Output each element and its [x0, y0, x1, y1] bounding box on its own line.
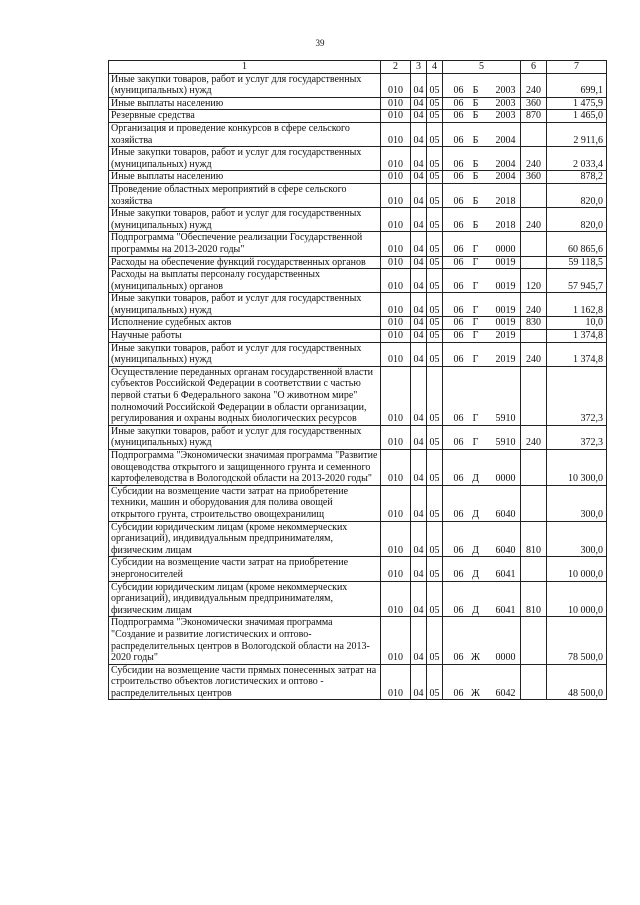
- row-code-ministry: 010: [381, 122, 411, 146]
- row-code-ministry: 010: [381, 557, 411, 581]
- row-code-subsection: 05: [427, 208, 443, 232]
- budget-table: [108, 60, 607, 700]
- row-code-target: [443, 256, 521, 269]
- row-code-expense-type: 240: [521, 425, 547, 449]
- page-number: 39: [315, 38, 325, 48]
- row-code-target-part: 0000: [495, 473, 516, 485]
- row-code-section: 04: [411, 97, 427, 110]
- row-code-subsection: 05: [427, 183, 443, 207]
- row-code-target-part: 06: [453, 330, 464, 342]
- row-code-target: [443, 557, 521, 581]
- row-code-ministry: 010: [381, 366, 411, 425]
- row-code-expense-type: [521, 183, 547, 207]
- header-col-4: 4: [427, 61, 443, 74]
- row-code-expense-type: 810: [521, 581, 547, 617]
- row-code-target: [443, 122, 521, 146]
- row-code-target: [443, 110, 521, 123]
- row-amount: 372,3: [547, 425, 607, 449]
- row-code-ministry: 010: [381, 147, 411, 171]
- row-amount: 10 000,0: [547, 581, 607, 617]
- row-amount: 820,0: [547, 183, 607, 207]
- table-row: [109, 664, 607, 700]
- row-code-target-part: Б: [472, 158, 479, 170]
- row-name: Иные выплаты населению: [109, 171, 381, 184]
- row-code-subsection: 05: [427, 269, 443, 293]
- row-name: Расходы на выплаты персоналу государственных (муниципальных) органов: [109, 269, 381, 293]
- header-row: [109, 61, 607, 74]
- row-code-section: 04: [411, 317, 427, 330]
- row-code-target-part: 06: [453, 134, 464, 146]
- row-name: Подпрограмма "Экономически значимая программа "Развитие овощеводства открытого и защищенного грунта и семенного картофелеводства в Вологодской области на 2013-2020 годы": [109, 450, 381, 486]
- row-code-target-part: Г: [472, 354, 479, 366]
- row-amount: 78 500,0: [547, 617, 607, 664]
- row-code-target-part: 2019: [495, 330, 516, 342]
- row-code-target: [443, 73, 521, 97]
- row-code-target-part: Г: [472, 330, 479, 342]
- row-code-expense-type: [521, 256, 547, 269]
- row-code-target-part: Б: [472, 85, 479, 97]
- row-code-section: 04: [411, 256, 427, 269]
- row-code-target-part: 06: [453, 304, 464, 316]
- row-name: Субсидии юридическим лицам (кроме некоммерческих организаций), индивидуальным предпринимателям, физическим лицам: [109, 581, 381, 617]
- row-code-target-part: 6040: [495, 544, 516, 556]
- header-col-2: 2: [381, 61, 411, 74]
- row-code-ministry: 010: [381, 293, 411, 317]
- row-code-expense-type: [521, 232, 547, 256]
- row-code-target-part: 6042: [495, 687, 516, 699]
- row-code-target-part: Д: [472, 508, 479, 520]
- row-code-target-part: 06: [453, 256, 464, 268]
- row-code-expense-type: 240: [521, 208, 547, 232]
- row-code-target-part: 06: [453, 473, 464, 485]
- row-amount: 60 865,6: [547, 232, 607, 256]
- table-row: [109, 183, 607, 207]
- row-code-target-part: Ж: [471, 687, 480, 699]
- row-code-subsection: 05: [427, 485, 443, 521]
- row-code-target-part: 06: [453, 219, 464, 231]
- row-code-target-part: Д: [472, 544, 479, 556]
- row-name: Субсидии на возмещение части затрат на приобретение техники, машин и оборудования для полива овощей открытого грунта, строительство овощехранилищ: [109, 485, 381, 521]
- row-code-ministry: 010: [381, 208, 411, 232]
- row-code-subsection: 05: [427, 342, 443, 366]
- row-code-target: [443, 147, 521, 171]
- row-code-section: 04: [411, 73, 427, 97]
- row-code-section: 04: [411, 293, 427, 317]
- row-code-ministry: 010: [381, 317, 411, 330]
- row-code-target-part: 2003: [495, 110, 516, 122]
- row-code-target: [443, 208, 521, 232]
- row-code-target-part: 0019: [495, 256, 516, 268]
- row-name: Иные выплаты населению: [109, 97, 381, 110]
- row-code-section: 04: [411, 664, 427, 700]
- row-code-target-part: 0019: [495, 280, 516, 292]
- row-code-target-part: 0000: [495, 652, 516, 664]
- row-code-section: 04: [411, 485, 427, 521]
- row-code-target-part: Г: [472, 280, 479, 292]
- row-code-ministry: 010: [381, 425, 411, 449]
- row-code-target: [443, 581, 521, 617]
- row-code-target-part: 06: [453, 110, 464, 122]
- row-code-expense-type: 240: [521, 293, 547, 317]
- row-code-target-part: 06: [453, 171, 464, 183]
- row-code-target-part: Ж: [471, 652, 480, 664]
- row-code-section: 04: [411, 171, 427, 184]
- row-code-ministry: 010: [381, 110, 411, 123]
- row-code-target-part: 5910: [495, 413, 516, 425]
- row-code-subsection: 05: [427, 97, 443, 110]
- header-col-5: 5: [443, 61, 521, 74]
- row-code-section: 04: [411, 208, 427, 232]
- row-code-section: 04: [411, 342, 427, 366]
- row-amount: 1 475,9: [547, 97, 607, 110]
- row-code-target-part: Б: [472, 219, 479, 231]
- row-code-ministry: 010: [381, 269, 411, 293]
- row-code-target: [443, 342, 521, 366]
- row-code-section: 04: [411, 269, 427, 293]
- row-code-target-part: Д: [472, 568, 479, 580]
- row-name: Иные закупки товаров, работ и услуг для государственных (муниципальных) нужд: [109, 425, 381, 449]
- table-row: [109, 256, 607, 269]
- row-code-subsection: 05: [427, 256, 443, 269]
- table-row: [109, 293, 607, 317]
- row-name: Проведение областных мероприятий в сфере сельского хозяйства: [109, 183, 381, 207]
- row-code-target-part: Б: [472, 110, 479, 122]
- row-code-subsection: 05: [427, 147, 443, 171]
- row-code-target-part: 06: [453, 652, 464, 664]
- table-row: [109, 147, 607, 171]
- row-amount: 59 118,5: [547, 256, 607, 269]
- row-amount: 57 945,7: [547, 269, 607, 293]
- row-code-target-part: Б: [472, 195, 479, 207]
- row-code-section: 04: [411, 330, 427, 343]
- row-code-target: [443, 366, 521, 425]
- row-code-target: [443, 617, 521, 664]
- row-code-ministry: 010: [381, 617, 411, 664]
- row-code-target-part: 2004: [495, 171, 516, 183]
- row-code-ministry: 010: [381, 183, 411, 207]
- row-code-subsection: 05: [427, 450, 443, 486]
- table-row: [109, 617, 607, 664]
- row-code-subsection: 05: [427, 425, 443, 449]
- row-name: Организация и проведение конкурсов в сфере сельского хозяйства: [109, 122, 381, 146]
- row-code-target-part: 06: [453, 413, 464, 425]
- row-code-target: [443, 450, 521, 486]
- row-code-target: [443, 317, 521, 330]
- row-code-expense-type: 240: [521, 147, 547, 171]
- row-code-target-part: Г: [472, 437, 479, 449]
- row-name: Иные закупки товаров, работ и услуг для государственных (муниципальных) нужд: [109, 342, 381, 366]
- row-code-target: [443, 664, 521, 700]
- row-amount: 10 000,0: [547, 557, 607, 581]
- row-code-expense-type: 120: [521, 269, 547, 293]
- row-amount: 48 500,0: [547, 664, 607, 700]
- row-amount: 300,0: [547, 521, 607, 557]
- row-code-target-part: 0019: [495, 317, 516, 329]
- row-code-target: [443, 521, 521, 557]
- row-code-target-part: 06: [453, 437, 464, 449]
- row-code-ministry: 010: [381, 256, 411, 269]
- row-name: Подпрограмма "Обеспечение реализации Государственной программы на 2013-2020 годы": [109, 232, 381, 256]
- table-row: [109, 581, 607, 617]
- row-name: Субсидии юридическим лицам (кроме некоммерческих организаций), индивидуальным предпринимателям, физическим лицам: [109, 521, 381, 557]
- row-code-section: 04: [411, 617, 427, 664]
- table-row: [109, 450, 607, 486]
- row-code-target-part: Б: [472, 171, 479, 183]
- row-code-expense-type: [521, 122, 547, 146]
- row-code-target-part: Г: [472, 304, 479, 316]
- row-code-target-part: 06: [453, 195, 464, 207]
- row-code-target: [443, 485, 521, 521]
- row-code-ministry: 010: [381, 581, 411, 617]
- row-code-subsection: 05: [427, 317, 443, 330]
- row-code-expense-type: 810: [521, 521, 547, 557]
- row-code-section: 04: [411, 581, 427, 617]
- row-name: Иные закупки товаров, работ и услуг для государственных (муниципальных) нужд: [109, 208, 381, 232]
- row-amount: 2 911,6: [547, 122, 607, 146]
- row-code-target: [443, 183, 521, 207]
- row-code-ministry: 010: [381, 171, 411, 184]
- row-name: Исполнение судебных актов: [109, 317, 381, 330]
- row-code-section: 04: [411, 450, 427, 486]
- row-code-target-part: Б: [472, 134, 479, 146]
- row-code-target-part: 06: [453, 280, 464, 292]
- row-code-subsection: 05: [427, 521, 443, 557]
- row-code-expense-type: 240: [521, 342, 547, 366]
- row-amount: 1 465,0: [547, 110, 607, 123]
- table-row: [109, 232, 607, 256]
- row-name: Резервные средства: [109, 110, 381, 123]
- table-row: [109, 366, 607, 425]
- row-name: Иные закупки товаров, работ и услуг для государственных (муниципальных) нужд: [109, 147, 381, 171]
- row-name: Субсидии на возмещение части прямых понесенных затрат на строительство объектов логистических и оптово - распределительных центров: [109, 664, 381, 700]
- row-code-expense-type: 830: [521, 317, 547, 330]
- row-code-expense-type: [521, 617, 547, 664]
- row-amount: 10 300,0: [547, 450, 607, 486]
- row-amount: 699,1: [547, 73, 607, 97]
- row-code-target-part: Г: [472, 243, 479, 255]
- row-code-target-part: 06: [453, 317, 464, 329]
- row-code-target: [443, 232, 521, 256]
- table-row: [109, 425, 607, 449]
- row-code-target: [443, 330, 521, 343]
- row-code-target-part: Г: [472, 413, 479, 425]
- row-code-target-part: 06: [453, 85, 464, 97]
- row-code-target-part: 0019: [495, 304, 516, 316]
- row-code-section: 04: [411, 122, 427, 146]
- table-row: [109, 73, 607, 97]
- row-code-target-part: Д: [472, 473, 479, 485]
- row-code-target-part: 2018: [495, 219, 516, 231]
- row-code-target-part: Г: [472, 317, 479, 329]
- row-amount: 2 033,4: [547, 147, 607, 171]
- row-code-expense-type: 240: [521, 73, 547, 97]
- row-code-ministry: 010: [381, 521, 411, 557]
- row-code-target-part: 06: [453, 158, 464, 170]
- row-amount: 1 162,8: [547, 293, 607, 317]
- row-code-target-part: 06: [453, 687, 464, 699]
- row-code-target-part: 06: [453, 604, 464, 616]
- row-code-expense-type: [521, 450, 547, 486]
- table-row: [109, 317, 607, 330]
- row-name: Подпрограмма "Экономически значимая программа "Создание и развитие логистических и оптово-распределительных центров в Вологодской области на 2013-2020 годы": [109, 617, 381, 664]
- row-amount: 300,0: [547, 485, 607, 521]
- row-code-ministry: 010: [381, 342, 411, 366]
- row-code-target-part: 06: [453, 568, 464, 580]
- row-code-subsection: 05: [427, 232, 443, 256]
- row-code-subsection: 05: [427, 330, 443, 343]
- table-row: [109, 171, 607, 184]
- row-code-subsection: 05: [427, 366, 443, 425]
- row-code-subsection: 05: [427, 293, 443, 317]
- row-code-subsection: 05: [427, 557, 443, 581]
- row-code-expense-type: 870: [521, 110, 547, 123]
- row-code-subsection: 05: [427, 122, 443, 146]
- row-code-target-part: 2003: [495, 97, 516, 109]
- row-code-section: 04: [411, 183, 427, 207]
- row-name: Иные закупки товаров, работ и услуг для государственных (муниципальных) нужд: [109, 293, 381, 317]
- row-code-target-part: 2018: [495, 195, 516, 207]
- row-code-subsection: 05: [427, 73, 443, 97]
- row-code-subsection: 05: [427, 171, 443, 184]
- row-code-expense-type: 360: [521, 97, 547, 110]
- row-code-target-part: 06: [453, 243, 464, 255]
- row-code-section: 04: [411, 425, 427, 449]
- row-code-target: [443, 171, 521, 184]
- row-name: Осуществление переданных органам государственной власти субъектов Российской Федерации в соответствии с частью первой статьи 6 Федерального закона "О животном мире" полномочий Российской Федерации в области организации, регулирования и охраны водных биологических ресурсов: [109, 366, 381, 425]
- row-code-target: [443, 269, 521, 293]
- row-code-target-part: 2004: [495, 158, 516, 170]
- row-name: Субсидии на возмещение части затрат на приобретение энергоносителей: [109, 557, 381, 581]
- row-code-target-part: Г: [472, 256, 479, 268]
- row-code-section: 04: [411, 557, 427, 581]
- table-row: [109, 557, 607, 581]
- row-code-target-part: 5910: [495, 437, 516, 449]
- row-code-target-part: 06: [453, 97, 464, 109]
- row-code-ministry: 010: [381, 330, 411, 343]
- row-amount: 372,3: [547, 366, 607, 425]
- header-col-3: 3: [411, 61, 427, 74]
- row-amount: 1 374,8: [547, 342, 607, 366]
- row-code-section: 04: [411, 521, 427, 557]
- row-code-expense-type: [521, 330, 547, 343]
- row-name: Расходы на обеспечение функций государственных органов: [109, 256, 381, 269]
- row-code-expense-type: [521, 366, 547, 425]
- header-col-7: 7: [547, 61, 607, 74]
- table-row: [109, 122, 607, 146]
- row-code-subsection: 05: [427, 110, 443, 123]
- row-code-target-part: 6040: [495, 508, 516, 520]
- row-code-subsection: 05: [427, 581, 443, 617]
- row-code-section: 04: [411, 232, 427, 256]
- table-row: [109, 330, 607, 343]
- table-row: [109, 269, 607, 293]
- row-amount: 878,2: [547, 171, 607, 184]
- row-code-subsection: 05: [427, 664, 443, 700]
- row-code-ministry: 010: [381, 73, 411, 97]
- row-code-ministry: 010: [381, 450, 411, 486]
- row-code-target-part: 6041: [495, 568, 516, 580]
- row-code-target: [443, 293, 521, 317]
- table-row: [109, 110, 607, 123]
- row-code-section: 04: [411, 366, 427, 425]
- row-code-target-part: Д: [472, 604, 479, 616]
- row-code-target-part: 06: [453, 544, 464, 556]
- row-code-target-part: Б: [472, 97, 479, 109]
- row-code-target: [443, 425, 521, 449]
- row-code-ministry: 010: [381, 485, 411, 521]
- row-code-target: [443, 97, 521, 110]
- row-code-target-part: 6041: [495, 604, 516, 616]
- row-code-target-part: 0000: [495, 243, 516, 255]
- header-col-1: 1: [109, 61, 381, 74]
- header-col-6: 6: [521, 61, 547, 74]
- row-amount: 10,0: [547, 317, 607, 330]
- table-row: [109, 97, 607, 110]
- table-row: [109, 208, 607, 232]
- row-code-ministry: 010: [381, 97, 411, 110]
- row-code-subsection: 05: [427, 617, 443, 664]
- row-code-expense-type: [521, 557, 547, 581]
- row-amount: 820,0: [547, 208, 607, 232]
- table-row: [109, 342, 607, 366]
- row-code-target-part: 2003: [495, 85, 516, 97]
- row-code-expense-type: [521, 485, 547, 521]
- table-row: [109, 485, 607, 521]
- row-code-target-part: 2019: [495, 354, 516, 366]
- row-code-section: 04: [411, 110, 427, 123]
- row-code-ministry: 010: [381, 232, 411, 256]
- row-name: Иные закупки товаров, работ и услуг для государственных (муниципальных) нужд: [109, 73, 381, 97]
- row-code-target-part: 06: [453, 508, 464, 520]
- row-amount: 1 374,8: [547, 330, 607, 343]
- table-row: [109, 521, 607, 557]
- row-name: Научные работы: [109, 330, 381, 343]
- row-code-expense-type: 360: [521, 171, 547, 184]
- row-code-target-part: 2004: [495, 134, 516, 146]
- row-code-target-part: 06: [453, 354, 464, 366]
- row-code-ministry: 010: [381, 664, 411, 700]
- row-code-expense-type: [521, 664, 547, 700]
- row-code-section: 04: [411, 147, 427, 171]
